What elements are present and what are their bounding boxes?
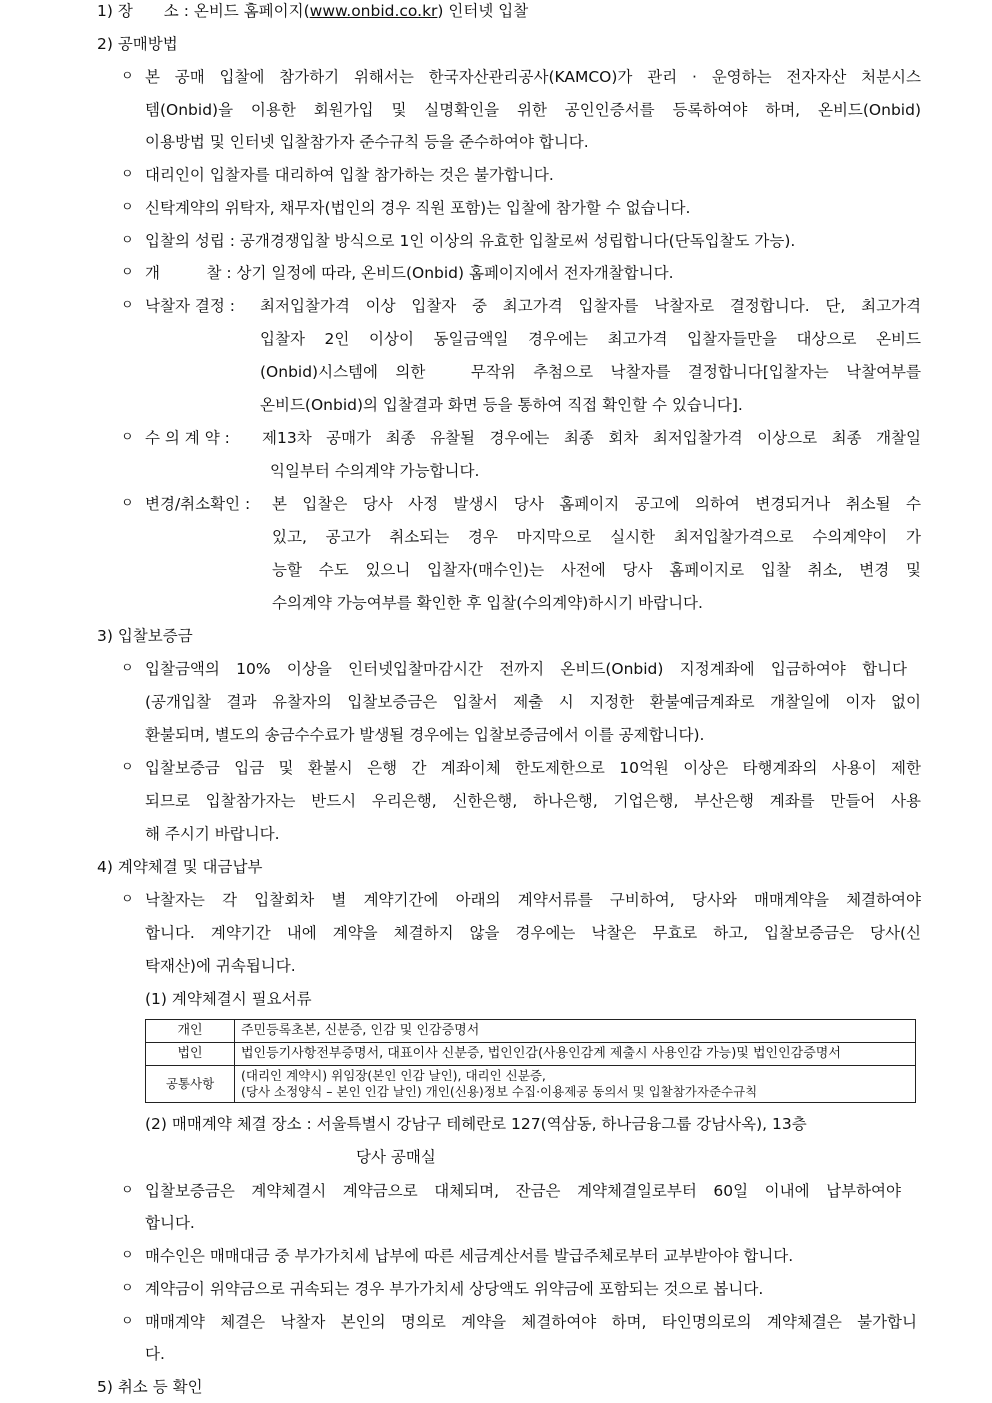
bullet-mark: ㅇ xyxy=(121,1314,134,1329)
table-value-line: (당사 소정양식 – 본인 인감 날인) 개인(신용)정보 수집·이용제공 동의서 및 입찰참가자준수규칙 xyxy=(241,1084,758,1099)
table-value-line: (대리인 계약시) 위임장(본인 인감 날인), 대리인 신분증, xyxy=(241,1068,546,1083)
table-value: 주민등록초본, 신분증, 인감 및 인감증명서 xyxy=(235,1020,916,1043)
bullet-mark: ㅇ xyxy=(121,760,134,775)
change-cancel-line1: 본 입찰은 당사 사정 발생시 당사 홈페이지 공고에 의하여 변경되거나 취소될 수 xyxy=(272,495,921,513)
section-heading-cancel-check: 5) 취소 등 확인 xyxy=(97,1378,203,1396)
contract-place-line2: 당사 공매실 xyxy=(356,1148,436,1166)
contract-b1-line3: 탁재산)에 귀속됩니다. xyxy=(145,957,296,975)
deposit-b1-line2: (공개입찰 결과 유찰자의 입찰보증금은 입찰서 제출 시 지정한 환불예금계좌로 개찰일에 이자 없이 xyxy=(145,693,921,711)
bullet-mark: ㅇ xyxy=(121,661,134,676)
deposit-b2-line3: 해 주시기 바랍니다. xyxy=(145,825,280,843)
table-key: 공통사항 xyxy=(146,1066,235,1103)
winner-line3: (Onbid)시스템에 의한 무작위 추첨으로 낙찰자를 결정합니다[입찰자는 낙찰여부를 xyxy=(260,363,921,381)
bullet-mark: ㅇ xyxy=(121,1281,134,1296)
bullet-mark: ㅇ xyxy=(121,265,134,280)
contract-b4: 계약금이 위약금으로 귀속되는 경우 부가가치세 상당액도 위약금에 포함되는 것으로 봅니다. xyxy=(145,1280,764,1298)
contract-place-line1: (2) 매매계약 체결 장소 : 서울특별시 강남구 테헤란로 127(역삼동, 하나금융그룹 강남사옥), 13층 xyxy=(145,1115,807,1133)
required-docs-table xyxy=(145,1019,916,1103)
contract-b1-line2: 합니다. 계약기간 내에 계약을 체결하지 않을 경우에는 낙찰은 무효로 하고, 입찰보증금은 당사(신 xyxy=(145,924,921,942)
method-b1-line2: 템(Onbid)을 이용한 회원가입 및 실명확인을 위한 공인인증서를 등록하여야 하며, 온비드(Onbid) xyxy=(145,101,921,119)
bullet-mark: ㅇ xyxy=(121,298,134,313)
contract-b1-line1: 낙찰자는 각 입찰회차 별 계약기간에 아래의 계약서류를 구비하여, 당사와 매매계약을 체결하여야 xyxy=(145,891,921,909)
winner-line2: 입찰자 2인 이상이 동일금액일 경우에는 최고가격 입찰자들만을 대상으로 온비드 xyxy=(260,330,921,348)
bullet-mark: ㅇ xyxy=(121,1248,134,1263)
change-cancel-line3: 능할 수도 있으니 입찰자(매수인)는 사전에 당사 홈페이지로 입찰 취소, 변경 및 xyxy=(272,561,921,579)
private-contract-line2: 익일부터 수의계약 가능합니다. xyxy=(270,462,480,480)
winner-line4: 온비드(Onbid)의 입찰결과 화면 등을 통하여 직접 확인할 수 있습니다]. xyxy=(260,396,743,414)
change-cancel-label: 변경/취소확인 : xyxy=(145,495,251,513)
contract-b5-line2: 다. xyxy=(145,1345,165,1363)
bullet-mark: ㅇ xyxy=(121,69,134,84)
bullet-mark: ㅇ xyxy=(121,200,134,215)
winner-line1: 최저입찰가격 이상 입찰자 중 최고가격 입찰자를 낙찰자로 결정합니다. 단, 최고가격 xyxy=(260,297,921,315)
method-b2: 대리인이 입찰자를 대리하여 입찰 참가하는 것은 불가합니다. xyxy=(145,166,554,184)
method-b1-line1: 본 공매 입찰에 참가하기 위해서는 한국자산관리공사(KAMCO)가 관리 · 운영하는 전자자산 처분시스 xyxy=(145,68,921,86)
contract-b3: 매수인은 매매대금 중 부가가치세 납부에 따른 세금계산서를 발급주체로부터 교부받아야 합니다. xyxy=(145,1247,794,1265)
onbid-url[interactable]: www.onbid.co.kr xyxy=(309,2,438,20)
method-b1-line3: 이용방법 및 인터넷 입찰참가자 준수규칙 등을 준수하여야 합니다. xyxy=(145,133,589,151)
section-heading-deposit: 3) 입찰보증금 xyxy=(97,627,193,645)
table-key: 개인 xyxy=(146,1020,235,1043)
method-b3: 신탁계약의 위탁자, 채무자(법인의 경우 직원 포함)는 입찰에 참가할 수 없습니다. xyxy=(145,199,691,217)
section-heading-contract: 4) 계약체결 및 대금납부 xyxy=(97,858,263,876)
method-b4: 입찰의 성립 : 공개경쟁입찰 방식으로 1인 이상의 유효한 입찰로써 성립합니다(단독입찰도 가능). xyxy=(145,232,796,250)
table-key: 법인 xyxy=(146,1043,235,1066)
required-docs-heading: (1) 계약체결시 필요서류 xyxy=(145,990,312,1008)
deposit-b1-line3: 환불되며, 별도의 송금수수료가 발생될 경우에는 입찰보증금에서 이를 공제합니다). xyxy=(145,726,705,744)
venue-line xyxy=(97,1,528,21)
bullet-mark: ㅇ xyxy=(121,430,134,445)
bullet-mark: ㅇ xyxy=(121,1183,134,1198)
deposit-b1-line1: 입찰금액의 10% 이상을 인터넷입찰마감시간 전까지 온비드(Onbid) 지정계좌에 입금하여야 합니다 xyxy=(145,660,907,678)
deposit-b2-line2: 되므로 입찰참가자는 반드시 우리은행, 신한은행, 하나은행, 기업은행, 부산은행 계좌를 만들어 사용 xyxy=(145,792,921,810)
method-b5: 개 찰 : 상기 일정에 따라, 온비드(Onbid) 홈페이지에서 전자개찰합니다. xyxy=(145,264,674,282)
change-cancel-line2: 있고, 공고가 취소되는 경우 마지막으로 실시한 최저입찰가격으로 수의계약이 가 xyxy=(272,528,921,546)
contract-b2-line2: 합니다. xyxy=(145,1214,195,1232)
bullet-mark: ㅇ xyxy=(121,892,134,907)
contract-b5-line1: 매매계약 체결은 낙찰자 본인의 명의로 계약을 체결하여야 하며, 타인명의로의 계약체결은 불가합니 xyxy=(145,1313,917,1331)
table-value: 법인등기사항전부증명서, 대표이사 신분증, 법인인감(사용인감계 제출시 사용인감 가능)및 법인인감증명서 xyxy=(235,1043,916,1066)
private-contract-line1: 제13차 공매가 최종 유찰될 경우에는 최종 회차 최저입찰가격 이상으로 최종 개찰일 xyxy=(262,429,921,447)
section-heading-method: 2) 공매방법 xyxy=(97,35,178,53)
venue-suffix: ) 인터넷 입찰 xyxy=(437,2,529,20)
bullet-mark: ㅇ xyxy=(121,167,134,182)
winner-label: 낙찰자 결정 : xyxy=(145,297,235,315)
venue-prefix: 1) 장 소 : 온비드 홈페이지( xyxy=(97,2,310,20)
deposit-b2-line1: 입찰보증금 입금 및 환불시 은행 간 계좌이체 한도제한으로 10억원 이상은 타행계좌의 사용이 제한 xyxy=(145,759,921,777)
contract-b2-line1: 입찰보증금은 계약체결시 계약금으로 대체되며, 잔금은 계약체결일로부터 60일 이내에 납부하여야 xyxy=(145,1182,901,1200)
table-row xyxy=(146,1043,916,1066)
bullet-mark: ㅇ xyxy=(121,233,134,248)
table-value xyxy=(235,1066,916,1103)
private-contract-label: 수 의 계 약 : xyxy=(145,429,230,447)
table-row xyxy=(146,1020,916,1043)
table-row xyxy=(146,1066,916,1103)
bullet-mark: ㅇ xyxy=(121,496,134,511)
change-cancel-line4: 수의계약 가능여부를 확인한 후 입찰(수의계약)하시기 바랍니다. xyxy=(272,594,703,612)
